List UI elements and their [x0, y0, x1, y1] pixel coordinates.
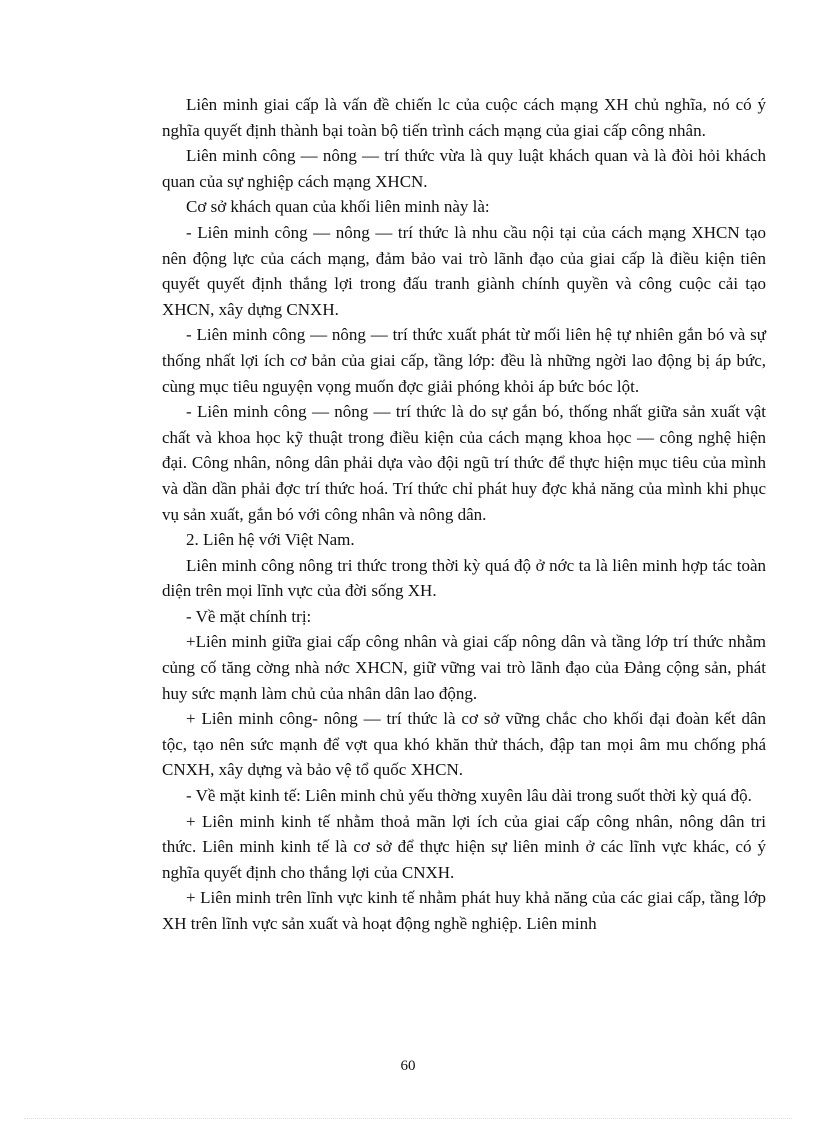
paragraph: + Liên minh trên lĩnh vực kinh tế nhằm phát huy khả năng của các giai cấp, tầng lớp XH trên lĩnh vực sản xuất và hoạt động nghề nghiệp. Liên minh [162, 888, 766, 933]
page-number: 60 [400, 1058, 416, 1074]
paragraph: +Liên minh giữa giai cấp công nhân và giai cấp nông dân và tầng lớp trí thức nhằm củng cố tăng cờng nhà nớc XHCN, giữ vững vai trò lãnh đạo của Đảng cộng sản, phát huy sức mạnh làm chủ của nhân dân lao động. [162, 632, 766, 703]
paragraph: - Về mặt kinh tế: Liên minh chủ yếu thờng xuyên lâu dài trong suốt thời kỳ quá độ. [186, 786, 752, 806]
body-text [162, 92, 766, 937]
paragraph: + Liên minh công- nông — trí thức là cơ sở vững chắc cho khối đại đoàn kết dân tộc, tạo nên sức mạnh để vợt qua khó khăn thử thách, đập tan mọi âm mu chống phá CNXH, xây dựng và bảo vệ tổ quốc XHCN. [162, 709, 766, 780]
paragraph: - Liên minh công — nông — trí thức là nhu cầu nội tại của cách mạng XHCN tạo nên động lực của cách mạng, đảm bảo vai trò lãnh đạo của giai cấp là điều kiện tiên quyết quyết định thắng lợi trong đấu tranh giành chính quyền và công cuộc cải tạo XHCN, xây dựng CNXH. [162, 222, 766, 319]
paragraph: - Liên minh công — nông — trí thức xuất phát từ mối liên hệ tự nhiên gắn bó và sự thống nhất lợi ích cơ bản của giai cấp, tầng lớp: đều là những ngời lao động bị áp bức, cùng mục tiêu nguyện vọng muốn đợc giải phóng khỏi áp bức bóc lột. [162, 325, 766, 396]
paragraph: - Về mặt chính trị: [186, 606, 312, 626]
paragraph: - Liên minh công — nông — trí thức là do sự gắn bó, thống nhất giữa sản xuất vật chất và khoa học kỹ thuật trong điều kiện của cách mạng khoa học — công nghệ hiện đại. Công nhân, nông dân phải dựa vào đội ngũ trí thức để thực hiện mục tiêu của mình và dần dần phải đợc trí thức hoá. Trí thức chỉ phát huy đợc khả năng của mình khi phục vụ sản xuất, gắn bó với công nhân và nông dân. [162, 402, 766, 524]
paragraph: Liên minh giai cấp là vấn đề chiến lc của cuộc cách mạng XH chủ nghĩa, nó có ý nghĩa quyết định thành bại toàn bộ tiến trình cách mạng của giai cấp công nhân. [162, 95, 766, 140]
paragraph: Liên minh công nông tri thức trong thời kỳ quá độ ở nớc ta là liên minh hợp tác toàn diện trên mọi lĩnh vực của đời sống XH. [162, 555, 766, 601]
page-bottom-divider [24, 1118, 792, 1119]
paragraph: Cơ sở khách quan của khối liên minh này là: [186, 197, 490, 217]
paragraph: + Liên minh kinh tế nhằm thoả mãn lợi ích của giai cấp công nhân, nông dân tri thức. Liên minh kinh tế là cơ sở để thực hiện sự liên minh ở các lĩnh vực khác, có ý nghĩa quyết định cho thắng lợi của CNXH. [162, 811, 766, 882]
paragraph: Liên minh công — nông — trí thức vừa là quy luật khách quan và là đòi hỏi khách quan của sự nghiệp cách mạng XHCN. [162, 146, 766, 191]
section-heading: 2. Liên hệ với Việt Nam. [186, 530, 355, 550]
